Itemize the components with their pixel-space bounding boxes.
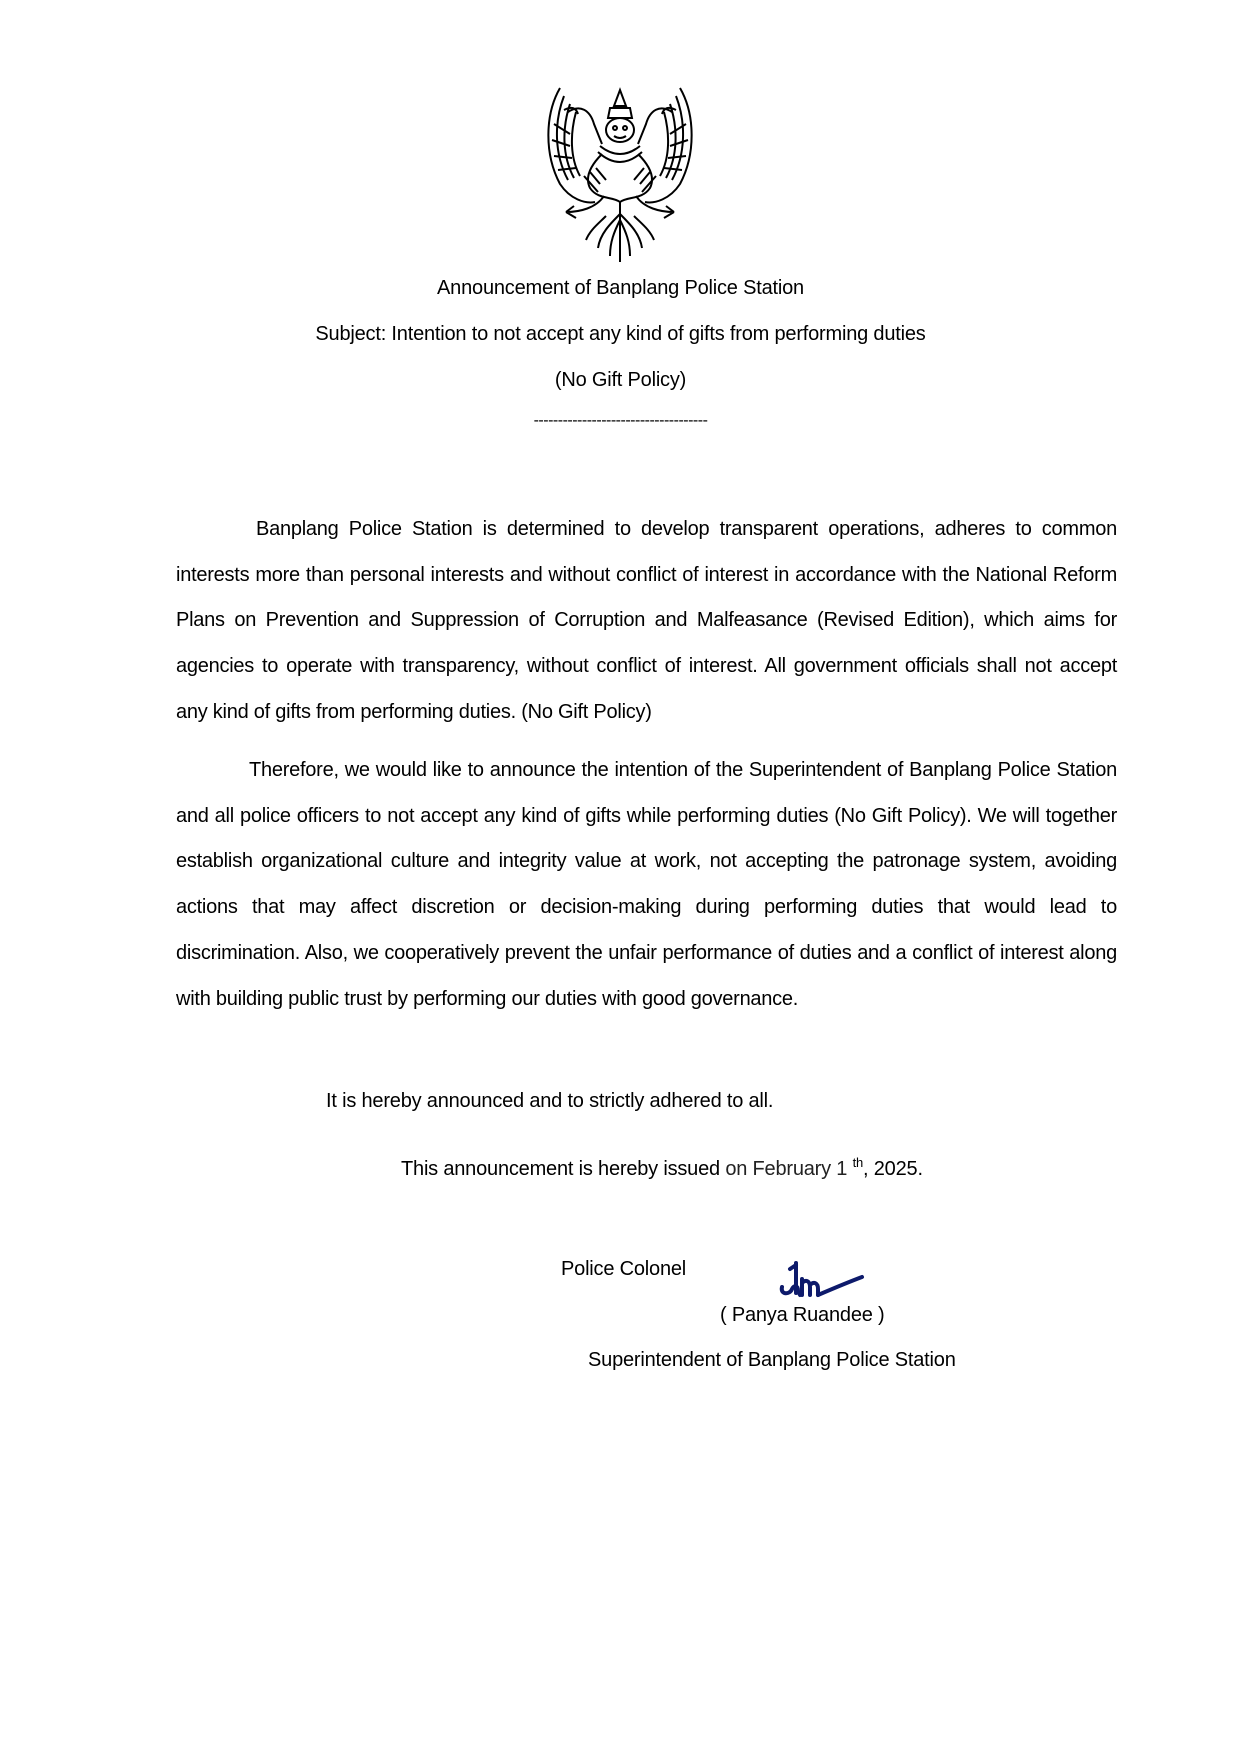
signatory-rank: Police Colonel xyxy=(561,1258,687,1280)
separator-line: ------------------------------------ xyxy=(533,412,708,429)
announcement-title: Announcement of Banplang Police Station xyxy=(437,277,804,299)
announcement-subject: Subject: Intention to not accept any kind of gifts from performing duties xyxy=(315,323,926,345)
signatory-name: ( Panya Ruandee ) xyxy=(720,1304,885,1326)
issued-date: on February 1 xyxy=(725,1158,848,1180)
garuda-emblem-icon xyxy=(540,84,700,266)
date-ordinal-suffix: th xyxy=(852,1155,864,1170)
paragraph-2-text: Therefore, we would like to announce the intention of the Superintendent of Banplang Police Station and all police officers to not accept any kind of gifts while performing duties (No Gift Policy). We will together establish organizational culture and integrity value at work, not accepting the patronage system, avoiding actions that may affect discretion or decision-making during performing duties that would lead to discrimination. Also, we cooperatively prevent the unfair performance of duties and a conflict of interest along with building public trust by performing our duties with good governance. xyxy=(176,759,1117,1010)
body-paragraph-2 xyxy=(176,748,1117,1022)
policy-name: (No Gift Policy) xyxy=(554,369,687,391)
adherence-statement: It is hereby announced and to strictly adhered to all. xyxy=(326,1090,774,1112)
issued-prefix: This announcement is hereby issued xyxy=(401,1158,726,1180)
issued-year: , 2025. xyxy=(863,1158,923,1180)
issued-date-line xyxy=(401,1155,923,1181)
body-paragraph-1 xyxy=(176,507,1117,736)
paragraph-1-text: Banplang Police Station is determined to develop transparent operations, adheres to common interests more than personal interests and without conflict of interest in accordance with the National Reform Plans on Prevention and Suppression of Corruption and Malfeasance (Revised Edition), which aims for agencies to operate with transparency, without conflict of interest. All government officials shall not accept any kind of gifts from performing duties. (No Gift Policy) xyxy=(176,518,1117,723)
handwritten-signature-icon xyxy=(776,1255,866,1305)
signatory-position: Superintendent of Banplang Police Station xyxy=(588,1349,956,1371)
